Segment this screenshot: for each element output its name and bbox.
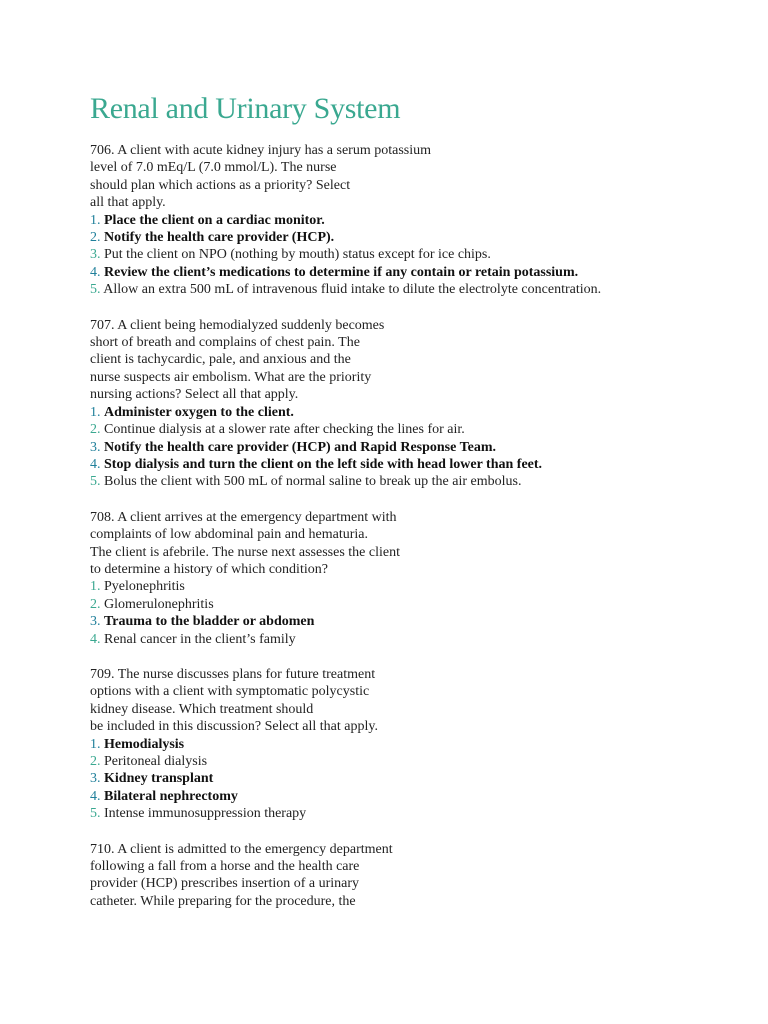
question-stem-text: A client being hemodialyzed suddenly becomes (117, 317, 385, 333)
option-number: 2. (90, 230, 101, 246)
question-stem-line (90, 544, 750, 561)
question-stem-line (90, 194, 750, 211)
option-text: Allow an extra 500 mL of intravenous fluid intake to dilute the electrolyte concentration. (103, 282, 602, 298)
question-stem-line (90, 317, 750, 334)
option-number: 3. (90, 614, 101, 630)
question-stem-text: complaints of low abdominal pain and hematuria. (90, 527, 368, 543)
question-stem-line (90, 526, 750, 543)
answer-option (90, 229, 750, 246)
option-text: Peritoneal dialysis (104, 754, 208, 769)
question-stem-line (90, 386, 750, 403)
question-stem-line (90, 142, 750, 159)
question-number: 708. (90, 509, 115, 525)
option-text: Glomerulonephritis (104, 596, 214, 612)
question-number: 707. (90, 317, 115, 333)
correct-option-text: Kidney transplant (104, 771, 214, 787)
option-number: 4. (90, 456, 101, 472)
answer-option (90, 264, 750, 281)
question-stem-text: A client with acute kidney injury has a serum potassium (117, 143, 432, 158)
answer-option (90, 421, 750, 438)
question-708 (90, 509, 750, 648)
option-number: 3. (90, 771, 101, 787)
answer-option (90, 473, 750, 490)
option-number: 1. (90, 212, 101, 228)
option-text: Continue dialysis at a slower rate after checking the lines for air. (104, 422, 465, 438)
question-stem-line (90, 666, 750, 683)
answer-option (90, 404, 750, 421)
answer-option (90, 770, 750, 787)
question-706 (90, 142, 750, 299)
question-stem-text: kidney disease. Which treatment should (90, 701, 314, 717)
question-stem-line (90, 561, 750, 578)
question-stem-text: should plan which actions as a priority? Select (90, 177, 351, 193)
answer-option (90, 596, 750, 613)
question-stem-text: catheter. While preparing for the procedure, the (90, 893, 356, 909)
correct-option-text: Review the client’s medications to determine if any contain or retain potassium. (104, 264, 579, 280)
option-number: 5. (90, 282, 101, 298)
answer-option (90, 631, 750, 648)
question-number: 706. (90, 143, 115, 158)
question-list (90, 142, 750, 928)
page-title: Renal and Urinary System (90, 92, 401, 125)
correct-option-text: Hemodialysis (104, 736, 185, 752)
option-number: 1. (90, 579, 101, 595)
question-stem-line (90, 177, 750, 194)
question-number: 710. (90, 841, 115, 857)
option-number: 2. (90, 754, 101, 769)
answer-option (90, 753, 750, 770)
question-stem-line (90, 509, 750, 526)
question-stem-text: options with a client with symptomatic polycystic (90, 684, 370, 700)
question-stem-line (90, 334, 750, 351)
correct-option-text: Stop dialysis and turn the client on the left side with head lower than feet. (104, 456, 543, 472)
question-stem-text: The nurse discusses plans for future treatment (117, 666, 376, 682)
question-stem-line (90, 701, 750, 718)
answer-option (90, 578, 750, 595)
option-number: 1. (90, 736, 101, 752)
question-709 (90, 666, 750, 823)
question-stem-line (90, 369, 750, 386)
question-stem-line (90, 718, 750, 735)
question-stem-text: to determine a history of which condition? (90, 561, 328, 577)
answer-option (90, 439, 750, 456)
question-stem-text: level of 7.0 mEq/L (7.0 mmol/L). The nurse (90, 160, 337, 176)
option-text: Bolus the client with 500 mL of normal saline to break up the air embolus. (104, 474, 522, 490)
option-text: Renal cancer in the client’s family (104, 631, 296, 647)
question-stem-line (90, 841, 750, 858)
option-number: 1. (90, 404, 101, 420)
correct-option-text: Notify the health care provider (HCP). (104, 230, 335, 246)
question-stem-text: client is tachycardic, pale, and anxious and the (90, 352, 351, 368)
option-text: Pyelonephritis (104, 579, 185, 595)
question-stem-text: all that apply. (90, 195, 166, 211)
answer-option (90, 788, 750, 805)
question-number: 709. (90, 666, 115, 682)
correct-option-text: Place the client on a cardiac monitor. (104, 212, 325, 228)
question-710 (90, 841, 750, 911)
question-stem-text: The client is afebrile. The nurse next assesses the client (90, 544, 400, 560)
option-number: 4. (90, 788, 101, 804)
question-stem-text: A client arrives at the emergency department with (117, 509, 397, 525)
question-stem-text: A client is admitted to the emergency department (117, 841, 393, 857)
question-707 (90, 317, 750, 491)
answer-option (90, 613, 750, 630)
answer-option (90, 212, 750, 229)
answer-option (90, 805, 750, 822)
question-stem-text: nurse suspects air embolism. What are the priority (90, 369, 372, 385)
question-stem-line (90, 893, 750, 910)
question-stem-text: provider (HCP) prescribes insertion of a urinary (90, 876, 360, 892)
correct-option-text: Administer oxygen to the client. (104, 404, 294, 420)
option-number: 5. (90, 806, 101, 822)
question-stem-line (90, 683, 750, 700)
option-number: 2. (90, 422, 101, 438)
question-stem-line (90, 858, 750, 875)
option-number: 3. (90, 247, 101, 263)
option-text: Intense immunosuppression therapy (104, 806, 307, 822)
question-stem-text: be included in this discussion? Select all that apply. (90, 719, 378, 735)
question-stem-line (90, 875, 750, 892)
option-number: 2. (90, 596, 101, 612)
option-number: 4. (90, 631, 101, 647)
option-number: 5. (90, 474, 101, 490)
option-text: Put the client on NPO (nothing by mouth) status except for ice chips. (104, 247, 491, 263)
question-stem-line (90, 351, 750, 368)
answer-option (90, 456, 750, 473)
correct-option-text: Notify the health care provider (HCP) and Rapid Response Team. (104, 439, 497, 455)
question-stem-text: short of breath and complains of chest pain. The (90, 335, 360, 351)
answer-option (90, 246, 750, 263)
option-number: 4. (90, 264, 101, 280)
question-stem-line (90, 159, 750, 176)
question-stem-text: following a fall from a horse and the health care (90, 859, 360, 875)
question-stem-text: nursing actions? Select all that apply. (90, 387, 299, 403)
answer-option (90, 736, 750, 753)
option-number: 3. (90, 439, 101, 455)
correct-option-text: Trauma to the bladder or abdomen (104, 614, 315, 630)
correct-option-text: Bilateral nephrectomy (104, 788, 238, 804)
answer-option (90, 281, 750, 298)
